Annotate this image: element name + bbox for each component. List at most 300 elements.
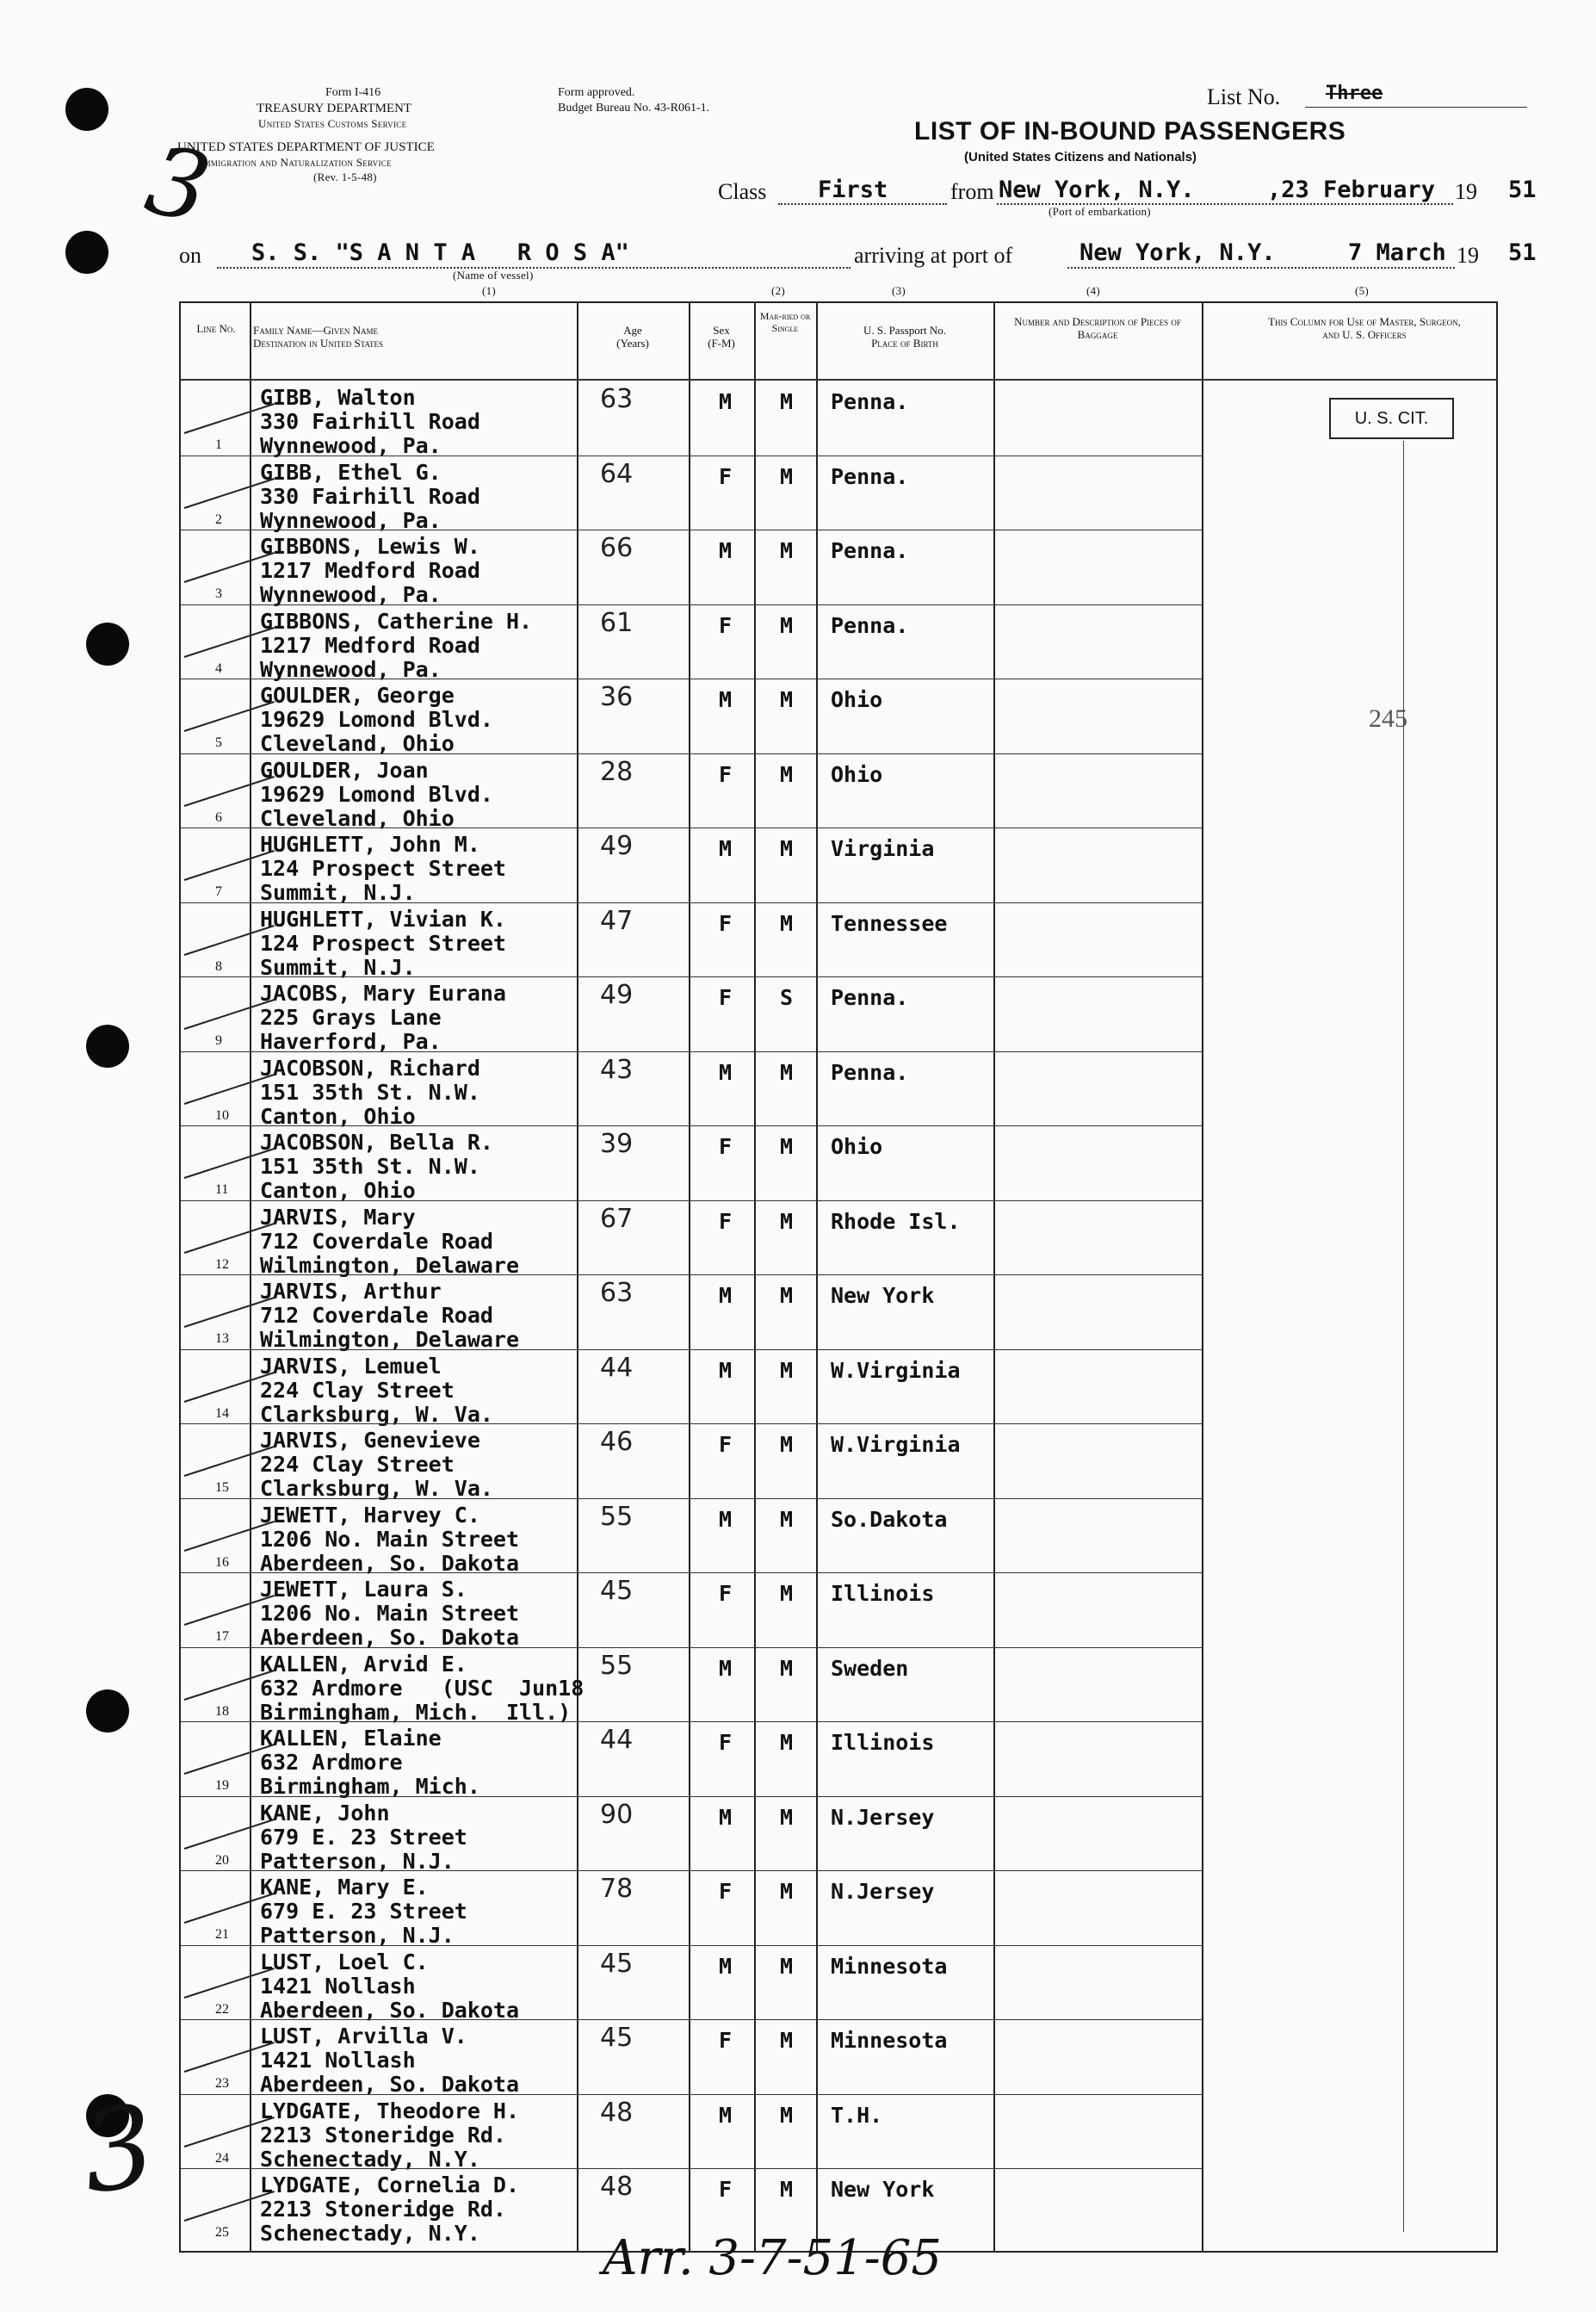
passenger-name-destination bbox=[260, 1652, 584, 1725]
address-line: 1217 Medford Road bbox=[260, 558, 480, 583]
line-number: 25 bbox=[215, 2225, 229, 2240]
marital-status: M bbox=[780, 1432, 794, 1457]
city-line: Canton, Ohio bbox=[260, 1178, 416, 1203]
passenger-name: KANE, Mary E. bbox=[260, 1875, 429, 1900]
table-row bbox=[181, 1051, 1496, 1129]
passenger-name: JEWETT, Harvey C. bbox=[260, 1502, 480, 1528]
ins-heading: Immigration and Naturalization Service bbox=[200, 156, 392, 169]
city-line: Schenectady, N.Y. bbox=[260, 2221, 480, 2246]
table-row bbox=[181, 1647, 1496, 1725]
list-no-label: List No. bbox=[1207, 84, 1281, 109]
address-line: 2213 Stoneridge Rd. bbox=[260, 2122, 506, 2148]
passenger-name: KALLEN, Elaine bbox=[260, 1726, 442, 1751]
marital-status: M bbox=[780, 2177, 794, 2202]
city-line: Aberdeen, So. Dakota bbox=[260, 2072, 520, 2097]
line-number: 5 bbox=[215, 735, 222, 750]
line-number: 16 bbox=[215, 1554, 229, 1570]
place-of-birth: Penna. bbox=[831, 538, 909, 563]
arrival-date: 7 March bbox=[1348, 239, 1446, 266]
marital-status: M bbox=[780, 1804, 794, 1830]
marital-status: M bbox=[780, 538, 794, 563]
passenger-name-destination bbox=[260, 1206, 519, 1278]
city-line: Clarksburg, W. Va. bbox=[260, 1401, 493, 1427]
passenger-name: KANE, John bbox=[260, 1800, 390, 1825]
sex: M bbox=[719, 687, 733, 712]
address-line: 330 Fairhill Road bbox=[260, 409, 480, 434]
marital-status: M bbox=[780, 1134, 794, 1159]
embark-port: New York, N.Y. bbox=[999, 177, 1195, 203]
punch-hole bbox=[86, 623, 129, 666]
passenger-name-destination bbox=[260, 759, 493, 831]
address-line: 1206 No. Main Street bbox=[260, 1526, 520, 1552]
city-line: Wynnewood, Pa. bbox=[260, 582, 442, 607]
table-row bbox=[181, 1423, 1496, 1501]
city-line: Birmingham, Mich. Ill.) bbox=[260, 1699, 572, 1725]
address-line: 632 Ardmore bbox=[260, 1750, 403, 1775]
passenger-name: JARVIS, Lemuel bbox=[260, 1353, 442, 1379]
city-line: Aberdeen, So. Dakota bbox=[260, 1997, 520, 2023]
age: 67 bbox=[600, 1203, 634, 1234]
col-header-name: Family Name—Given Name Destination in United States bbox=[253, 324, 384, 350]
passenger-name-destination bbox=[260, 1131, 493, 1203]
address-line: 19629 Lomond Blvd. bbox=[260, 707, 493, 732]
passenger-name-destination bbox=[260, 1503, 519, 1576]
place-of-birth: Illinois bbox=[831, 1581, 935, 1606]
customs-service: United States Customs Service bbox=[258, 117, 407, 130]
passenger-name: HUGHLETT, John M. bbox=[260, 832, 480, 857]
address-line: 632 Ardmore (USC Jun18 bbox=[260, 1675, 585, 1701]
address-line: 1421 Nollash bbox=[260, 2048, 416, 2073]
line-number: 24 bbox=[215, 2150, 229, 2166]
sex: F bbox=[719, 1432, 733, 1457]
sex: F bbox=[719, 761, 733, 787]
table-row bbox=[181, 1945, 1496, 2023]
city-line: Summit, N.J. bbox=[260, 954, 416, 980]
table-row bbox=[181, 381, 1496, 458]
place-of-birth: Virginia bbox=[831, 836, 935, 861]
age: 44 bbox=[600, 1725, 634, 1755]
sex: F bbox=[719, 1134, 733, 1159]
table-row bbox=[181, 679, 1496, 756]
marital-status: M bbox=[780, 1283, 794, 1308]
place-of-birth: Ohio bbox=[831, 761, 883, 787]
line-number: 3 bbox=[215, 586, 222, 601]
age: 63 bbox=[600, 384, 634, 414]
age: 55 bbox=[600, 1650, 634, 1681]
place-of-birth: T.H. bbox=[831, 2102, 883, 2128]
address-line: 19629 Lomond Blvd. bbox=[260, 781, 493, 807]
city-line: Wynnewood, Pa. bbox=[260, 433, 442, 458]
passenger-name: JACOBS, Mary Eurana bbox=[260, 981, 506, 1006]
arrival-port: New York, N.Y. bbox=[1079, 239, 1276, 266]
page-subtitle: (United States Citizens and Nationals) bbox=[964, 150, 1197, 164]
marital-status: M bbox=[780, 1059, 794, 1085]
line-number: 13 bbox=[215, 1331, 229, 1346]
sex: F bbox=[719, 910, 733, 936]
age: 64 bbox=[600, 458, 634, 489]
marital-status: M bbox=[780, 687, 794, 712]
line-number: 21 bbox=[215, 1927, 229, 1942]
marital-status: M bbox=[780, 1655, 794, 1681]
place-of-birth: N.Jersey bbox=[831, 1879, 935, 1904]
city-line: Wilmington, Delaware bbox=[260, 1327, 520, 1352]
sex: M bbox=[719, 2102, 733, 2128]
table-row bbox=[181, 1125, 1496, 1203]
arrival-year-prefix: 19 bbox=[1457, 243, 1479, 268]
age: 45 bbox=[600, 2023, 634, 2053]
age: 66 bbox=[600, 533, 634, 563]
place-of-birth: New York bbox=[831, 2177, 935, 2202]
passenger-name-destination bbox=[260, 1875, 467, 1948]
city-line: Wynnewood, Pa. bbox=[260, 507, 442, 533]
sex: M bbox=[719, 538, 733, 563]
passenger-name: LUST, Loel C. bbox=[260, 1949, 429, 1974]
line-number: 22 bbox=[215, 2001, 229, 2017]
col-header-officers: This Column for Use of Master, Surgeon, and U. S. Officers bbox=[1268, 315, 1461, 341]
address-line: 2213 Stoneridge Rd. bbox=[260, 2197, 506, 2222]
sex: F bbox=[719, 2177, 733, 2202]
on-label: on bbox=[179, 243, 201, 268]
line-number: 2 bbox=[215, 511, 222, 527]
age: 78 bbox=[600, 1874, 634, 1904]
passenger-name-destination bbox=[260, 982, 506, 1054]
sex: F bbox=[719, 463, 733, 489]
line-number: 15 bbox=[215, 1480, 229, 1495]
embark-date: ,23 February bbox=[1267, 177, 1436, 203]
passenger-name-destination bbox=[260, 1726, 480, 1799]
margin-number-top: 3 bbox=[137, 124, 220, 245]
age: 28 bbox=[600, 756, 634, 787]
form-number: Form I-416 bbox=[325, 86, 381, 99]
place-of-birth: Penna. bbox=[831, 1059, 909, 1085]
age: 43 bbox=[600, 1054, 634, 1085]
age: 39 bbox=[600, 1129, 634, 1159]
punch-hole bbox=[65, 88, 108, 131]
budget-bureau: Budget Bureau No. 43-R061-1. bbox=[558, 102, 710, 115]
passenger-name: JARVIS, Genevieve bbox=[260, 1428, 480, 1453]
marital-status: M bbox=[780, 1208, 794, 1234]
table-row bbox=[181, 976, 1496, 1054]
marital-status: S bbox=[780, 985, 794, 1010]
address-line: 1217 Medford Road bbox=[260, 632, 480, 658]
sex: M bbox=[719, 1059, 733, 1085]
age: 48 bbox=[600, 2097, 634, 2128]
place-of-birth: Ohio bbox=[831, 1134, 883, 1159]
city-line: Summit, N.J. bbox=[260, 880, 416, 905]
passenger-name: GIBB, Walton bbox=[260, 385, 416, 410]
table-row bbox=[181, 456, 1496, 533]
sex: M bbox=[719, 1283, 733, 1308]
passenger-name: JARVIS, Arthur bbox=[260, 1279, 442, 1304]
sex: M bbox=[719, 1804, 733, 1830]
age: 49 bbox=[600, 831, 634, 861]
passenger-name-destination bbox=[260, 1950, 519, 2023]
place-of-birth: Minnesota bbox=[831, 1953, 948, 1979]
passenger-name: JACOBSON, Richard bbox=[260, 1055, 480, 1081]
marital-status: M bbox=[780, 1581, 794, 1606]
officer-check-line bbox=[1403, 441, 1404, 2232]
passenger-name: LUST, Arvilla V. bbox=[260, 2024, 467, 2049]
place-of-birth: Penna. bbox=[831, 463, 909, 489]
from-label: from bbox=[950, 179, 994, 204]
age: 49 bbox=[600, 980, 634, 1010]
city-line: Cleveland, Ohio bbox=[260, 731, 455, 756]
age: 45 bbox=[600, 1948, 634, 1979]
city-line: Aberdeen, So. Dakota bbox=[260, 1625, 520, 1650]
marital-status: M bbox=[780, 2028, 794, 2053]
passenger-name: GIBBONS, Lewis W. bbox=[260, 534, 480, 559]
city-line: Canton, Ohio bbox=[260, 1103, 416, 1129]
sex: M bbox=[719, 1655, 733, 1681]
sex: F bbox=[719, 1581, 733, 1606]
passenger-name: GOULDER, George bbox=[260, 683, 455, 708]
marital-status: M bbox=[780, 1506, 794, 1532]
address-line: 712 Coverdale Road bbox=[260, 1228, 493, 1254]
sex: F bbox=[719, 1208, 733, 1234]
doj-heading: UNITED STATES DEPARTMENT OF JUSTICE bbox=[177, 140, 435, 154]
address-line: 225 Grays Lane bbox=[260, 1005, 442, 1030]
passenger-name: GIBBONS, Catherine H. bbox=[260, 608, 533, 634]
passenger-name-destination bbox=[260, 833, 506, 905]
city-line: Schenectady, N.Y. bbox=[260, 2146, 480, 2172]
line-number: 19 bbox=[215, 1778, 229, 1793]
city-line: Aberdeen, So. Dakota bbox=[260, 1550, 520, 1576]
line-number: 1 bbox=[215, 437, 222, 452]
passenger-name-destination bbox=[260, 386, 480, 458]
class-line bbox=[778, 203, 947, 205]
line-number: 9 bbox=[215, 1033, 222, 1048]
age: 90 bbox=[600, 1799, 634, 1830]
col-header-baggage: Number and Description of Pieces of Baggage bbox=[1014, 315, 1181, 341]
vessel-name: S. S. "S A N T A R O S A" bbox=[251, 239, 629, 266]
sex: M bbox=[719, 1357, 733, 1383]
address-line: 224 Clay Street bbox=[260, 1452, 455, 1477]
passenger-name-destination bbox=[260, 610, 532, 682]
passenger-name-destination bbox=[260, 1429, 493, 1501]
line-number: 11 bbox=[215, 1182, 229, 1197]
table-row bbox=[181, 827, 1496, 905]
passenger-name: LYDGATE, Theodore H. bbox=[260, 2098, 520, 2123]
punch-hole bbox=[86, 1689, 129, 1732]
col-header-sex: Sex (F-M) bbox=[708, 324, 735, 350]
col-header-married: Mar-ried or Single bbox=[759, 310, 811, 334]
table-row bbox=[181, 1498, 1496, 1576]
table-row bbox=[181, 753, 1496, 831]
form-approved: Form approved. bbox=[558, 86, 635, 99]
class-value: First bbox=[818, 177, 888, 203]
col-header-passport: U. S. Passport No. Place of Birth bbox=[863, 324, 947, 350]
margin-number-bottom: 3 bbox=[73, 2079, 163, 2220]
passenger-name: JEWETT, Laura S. bbox=[260, 1577, 467, 1602]
passenger-name: GOULDER, Joan bbox=[260, 757, 429, 783]
age: 48 bbox=[600, 2172, 634, 2202]
place-of-birth: Penna. bbox=[831, 389, 909, 414]
arrival-note: Arr. 3-7-51-65 bbox=[603, 2230, 942, 2286]
passenger-name-destination bbox=[260, 2173, 519, 2246]
passenger-name-destination bbox=[260, 684, 493, 756]
table-row bbox=[181, 1796, 1496, 1874]
marital-status: M bbox=[780, 1953, 794, 1979]
line-number: 17 bbox=[215, 1629, 229, 1644]
place-of-birth: Rhode Isl. bbox=[831, 1208, 961, 1234]
punch-hole bbox=[86, 1025, 129, 1068]
place-of-birth: N.Jersey bbox=[831, 1804, 935, 1830]
passenger-name-destination bbox=[260, 535, 480, 607]
sex: F bbox=[719, 985, 733, 1010]
marital-status: M bbox=[780, 836, 794, 861]
marital-status: M bbox=[780, 2102, 794, 2128]
city-line: Patterson, N.J. bbox=[260, 1923, 455, 1948]
address-line: 1206 No. Main Street bbox=[260, 1601, 520, 1626]
address-line: 679 E. 23 Street bbox=[260, 1824, 467, 1850]
age: 45 bbox=[600, 1576, 634, 1606]
vessel-line bbox=[217, 267, 851, 269]
place-of-birth: Tennessee bbox=[831, 910, 948, 936]
passenger-name: KALLEN, Arvid E. bbox=[260, 1651, 467, 1677]
col-number: (1) bbox=[482, 284, 497, 297]
passenger-name-destination bbox=[260, 1354, 493, 1427]
treasury-dept: TREASURY DEPARTMENT bbox=[257, 102, 412, 115]
marital-status: M bbox=[780, 389, 794, 414]
place-of-birth: Sweden bbox=[831, 1655, 909, 1681]
marital-status: M bbox=[780, 761, 794, 787]
passenger-name: HUGHLETT, Vivian K. bbox=[260, 906, 506, 932]
sex: F bbox=[719, 2028, 733, 2053]
address-line: 151 35th St. N.W. bbox=[260, 1079, 480, 1105]
arrival-year: 51 bbox=[1508, 239, 1537, 266]
list-no-line bbox=[1305, 107, 1527, 108]
form-revision: (Rev. 1-5-48) bbox=[313, 170, 377, 183]
sex: F bbox=[719, 612, 733, 638]
line-number: 7 bbox=[215, 884, 222, 899]
passenger-name: JARVIS, Mary bbox=[260, 1204, 416, 1230]
address-line: 330 Fairhill Road bbox=[260, 483, 480, 509]
page-title: LIST OF IN-BOUND PASSENGERS bbox=[914, 117, 1346, 146]
sex: M bbox=[719, 1506, 733, 1532]
city-line: Wilmington, Delaware bbox=[260, 1252, 520, 1278]
line-number: 14 bbox=[215, 1405, 229, 1421]
place-of-birth: Illinois bbox=[831, 1730, 935, 1755]
marital-status: M bbox=[780, 463, 794, 489]
passenger-name: LYDGATE, Cornelia D. bbox=[260, 2173, 520, 2197]
passenger-name: JACOBSON, Bella R. bbox=[260, 1130, 493, 1155]
sex: F bbox=[719, 1879, 733, 1904]
col-number: (2) bbox=[771, 284, 786, 297]
age: 44 bbox=[600, 1352, 634, 1383]
city-line: Cleveland, Ohio bbox=[260, 805, 455, 831]
line-number: 4 bbox=[215, 660, 222, 676]
address-line: 124 Prospect Street bbox=[260, 856, 506, 881]
marital-status: M bbox=[780, 1879, 794, 1904]
city-line: Patterson, N.J. bbox=[260, 1848, 455, 1874]
col-number: (3) bbox=[892, 284, 906, 297]
age: 46 bbox=[600, 1427, 634, 1457]
embark-year-prefix: 19 bbox=[1455, 179, 1477, 204]
passenger-name-destination bbox=[260, 461, 480, 533]
marital-status: M bbox=[780, 1357, 794, 1383]
address-line: 224 Clay Street bbox=[260, 1377, 455, 1403]
passenger-name-destination bbox=[260, 1577, 519, 1650]
passenger-name-destination bbox=[260, 1280, 519, 1352]
city-line: Haverford, Pa. bbox=[260, 1029, 442, 1054]
city-line: Birmingham, Mich. bbox=[260, 1774, 480, 1799]
table-row bbox=[181, 1349, 1496, 1427]
city-line: Clarksburg, W. Va. bbox=[260, 1476, 493, 1501]
table-row bbox=[181, 902, 1496, 980]
table-row bbox=[181, 2094, 1496, 2172]
place-of-birth: W.Virginia bbox=[831, 1432, 961, 1457]
age: 61 bbox=[600, 607, 634, 638]
age: 63 bbox=[600, 1278, 634, 1308]
us-cit-stamp: U. S. CIT. bbox=[1329, 398, 1454, 439]
line-number: 20 bbox=[215, 1852, 229, 1868]
marital-status: M bbox=[780, 612, 794, 638]
class-label: Class bbox=[718, 179, 767, 204]
line-number: 8 bbox=[215, 958, 222, 974]
age: 36 bbox=[600, 682, 634, 712]
line-number: 23 bbox=[215, 2076, 229, 2091]
vessel-caption: (Name of vessel) bbox=[453, 269, 534, 282]
line-number: 6 bbox=[215, 809, 222, 825]
address-line: 124 Prospect Street bbox=[260, 930, 506, 956]
place-of-birth: So.Dakota bbox=[831, 1506, 948, 1532]
table-row bbox=[181, 604, 1496, 682]
table-row bbox=[181, 530, 1496, 607]
arrival-line bbox=[1067, 267, 1455, 269]
line-number: 10 bbox=[215, 1107, 229, 1123]
sex: F bbox=[719, 1730, 733, 1755]
address-line: 712 Coverdale Road bbox=[260, 1303, 493, 1328]
table-row bbox=[181, 1274, 1496, 1352]
col-number: (4) bbox=[1086, 284, 1101, 297]
table-row bbox=[181, 2019, 1496, 2097]
marital-status: M bbox=[780, 1730, 794, 1755]
table-row bbox=[181, 1572, 1496, 1650]
place-of-birth: Penna. bbox=[831, 612, 909, 638]
place-of-birth: New York bbox=[831, 1283, 935, 1308]
passenger-name-destination bbox=[260, 1801, 467, 1874]
sex: M bbox=[719, 836, 733, 861]
place-of-birth: W.Virginia bbox=[831, 1357, 961, 1383]
punch-hole bbox=[65, 231, 108, 274]
passenger-name: GIBB, Ethel G. bbox=[260, 459, 442, 485]
place-of-birth: Penna. bbox=[831, 985, 909, 1010]
sex: M bbox=[719, 1953, 733, 1979]
address-line: 151 35th St. N.W. bbox=[260, 1154, 480, 1179]
col-header-age: Age (Years) bbox=[616, 324, 649, 350]
address-line: 1421 Nollash bbox=[260, 1973, 416, 1999]
line-number: 18 bbox=[215, 1703, 229, 1719]
table-row bbox=[181, 1200, 1496, 1278]
line-number: 12 bbox=[215, 1256, 229, 1272]
col-header-line-no: Line No. bbox=[196, 322, 236, 335]
col-number: (5) bbox=[1355, 284, 1370, 297]
table-row bbox=[181, 1870, 1496, 1948]
list-no-value: Three bbox=[1326, 83, 1383, 104]
sex: M bbox=[719, 389, 733, 414]
place-of-birth: Minnesota bbox=[831, 2028, 948, 2053]
embark-caption: (Port of embarkation) bbox=[1049, 205, 1151, 218]
passenger-table bbox=[179, 301, 1498, 2253]
passenger-name-destination bbox=[260, 908, 506, 980]
address-line: 679 E. 23 Street bbox=[260, 1899, 467, 1924]
table-row bbox=[181, 1721, 1496, 1799]
passenger-name-destination bbox=[260, 1057, 480, 1129]
marital-status: M bbox=[780, 910, 794, 936]
city-line: Wynnewood, Pa. bbox=[260, 656, 442, 682]
age: 55 bbox=[600, 1501, 634, 1532]
passenger-name-destination bbox=[260, 2024, 519, 2097]
